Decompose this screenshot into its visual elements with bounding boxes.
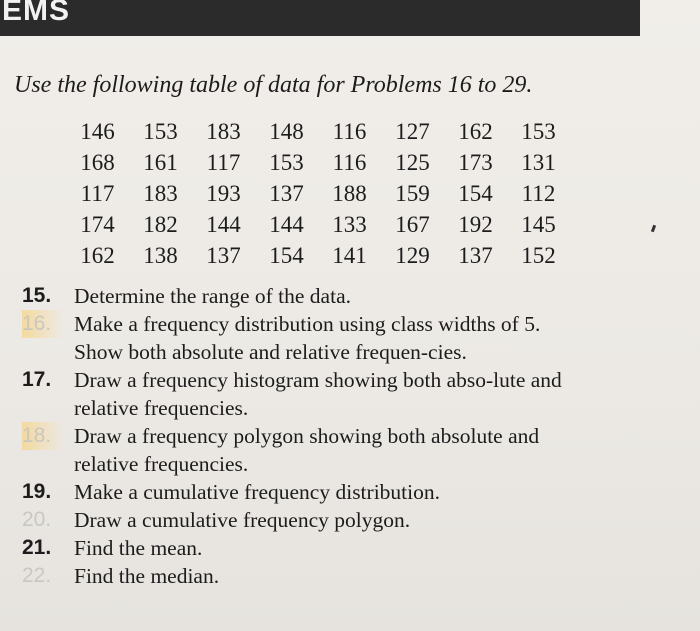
problem-20	[22, 506, 682, 534]
problem-17	[22, 366, 682, 422]
table-cell: 116	[332, 149, 367, 175]
table-cell: 133	[332, 211, 367, 237]
table-cell: 188	[332, 180, 367, 206]
table-cell: 182	[143, 211, 178, 237]
problem-number: 19.	[22, 480, 52, 503]
problem-number: 16.	[22, 310, 74, 338]
table-cell: 116	[332, 118, 367, 144]
table-cell: 141	[332, 242, 367, 268]
table-cell: 183	[206, 118, 241, 144]
table-cell: 173	[458, 149, 493, 175]
table-cell: 117	[206, 149, 241, 175]
problem-number: 18.	[22, 422, 74, 450]
problem-16	[22, 310, 682, 366]
table-cell: 153	[521, 118, 556, 144]
problem-15	[22, 282, 682, 310]
cut-off-line	[22, 618, 322, 631]
table-cell: 154	[269, 242, 304, 268]
table-row	[66, 116, 570, 147]
problem-text: Find the median.	[74, 564, 220, 588]
table-cell: 137	[206, 242, 241, 268]
problem-18	[22, 422, 682, 478]
table-cell: 154	[458, 180, 493, 206]
table-cell: 144	[269, 211, 304, 237]
problem-number: 15.	[22, 284, 52, 307]
table-row	[66, 240, 570, 271]
table-cell: 162	[458, 118, 493, 144]
intro-text: Use the following table of data for Problems 16 to 29.	[14, 72, 533, 98]
table-cell: 145	[521, 211, 556, 237]
table-row	[66, 178, 570, 209]
table-cell: 192	[458, 211, 493, 237]
header-bar	[0, 0, 640, 36]
table-cell: 137	[458, 242, 493, 268]
data-table	[66, 116, 570, 271]
table-cell: 127	[395, 118, 430, 144]
table-cell: 129	[395, 242, 430, 268]
table-cell: 174	[80, 211, 115, 237]
problem-19	[22, 478, 682, 506]
table-cell: 138	[143, 242, 178, 268]
table-cell: 161	[143, 149, 178, 175]
table-cell: 125	[395, 149, 430, 175]
table-cell: 162	[80, 242, 115, 268]
table-cell: 168	[80, 149, 115, 175]
table-cell: 153	[269, 149, 304, 175]
problem-text: Draw a cumulative frequency polygon.	[74, 508, 411, 532]
table-cell: 146	[80, 118, 115, 144]
table-cell: 193	[206, 180, 241, 206]
pen-mark	[651, 225, 656, 233]
problem-text: Determine the range of the data.	[74, 284, 351, 308]
table-cell: 159	[395, 180, 430, 206]
problem-text: Make a frequency distribution using class widths of 5. Show both absolute and relative frequen-cies.	[74, 312, 541, 364]
problem-number: 17.	[22, 368, 52, 391]
problem-number: 22.	[22, 564, 52, 587]
problem-number: 21.	[22, 536, 52, 559]
table-cell: 167	[395, 211, 430, 237]
table-cell: 117	[80, 180, 115, 206]
problem-text: Draw a frequency polygon showing both absolute and relative frequencies.	[74, 424, 540, 476]
table-cell: 152	[521, 242, 556, 268]
problem-21	[22, 534, 682, 562]
table-cell: 183	[143, 180, 178, 206]
problem-text: Draw a frequency histogram showing both abso-lute and relative frequencies.	[74, 368, 562, 420]
table-cell: 137	[269, 180, 304, 206]
problem-text: Make a cumulative frequency distribution.	[74, 480, 440, 504]
problem-text: Find the mean.	[74, 536, 203, 560]
table-cell: 144	[206, 211, 241, 237]
problem-22	[22, 562, 682, 590]
table-cell: 153	[143, 118, 178, 144]
header-title: EMS	[2, 0, 71, 27]
table-cell: 148	[269, 118, 304, 144]
table-row	[66, 147, 570, 178]
problem-list	[22, 282, 682, 590]
table-cell: 131	[521, 149, 556, 175]
table-cell: 112	[521, 180, 556, 206]
table-row	[66, 209, 570, 240]
problem-number: 20.	[22, 508, 52, 531]
